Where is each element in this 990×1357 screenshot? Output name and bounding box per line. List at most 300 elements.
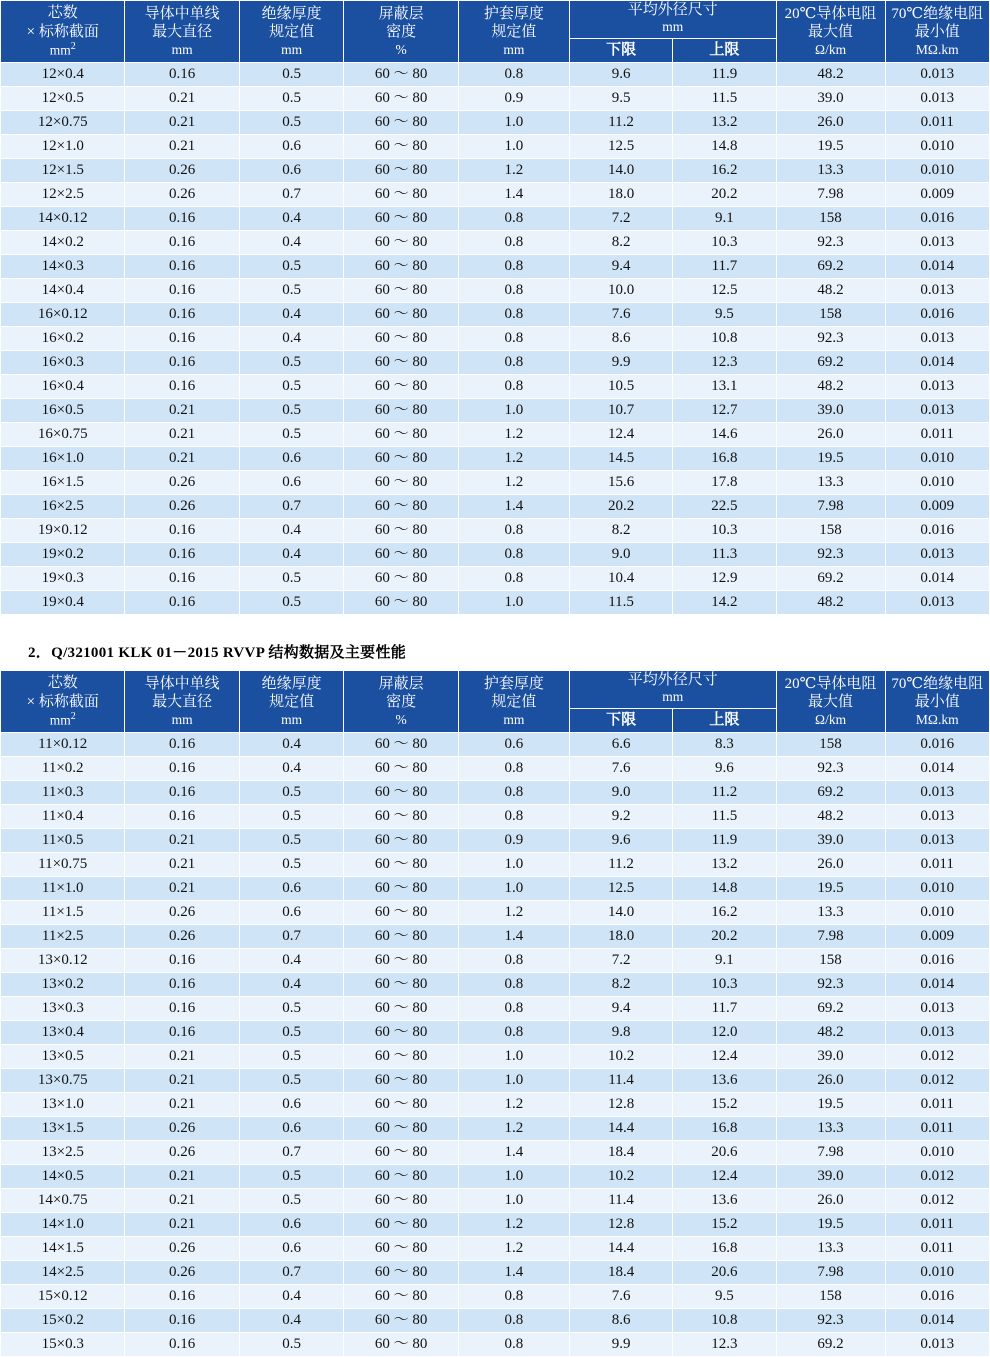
col-header-line2: 最大值 [808,694,854,711]
table-cell: 13.1 [673,375,776,399]
table-cell: 11.9 [673,829,776,853]
table-cell: 0.8 [458,949,569,973]
table-cell: 0.16 [125,1021,239,1045]
table-cell: 17.8 [673,471,776,495]
table-row [1,87,990,111]
table-cell: 9.8 [569,1021,672,1045]
table-cell: 0.26 [125,471,239,495]
table-cell: 0.8 [458,303,569,327]
table-cell: 60 ～ 80 [344,135,458,159]
table-cell: 0.8 [458,519,569,543]
table-cell: 1.0 [458,1189,569,1213]
table-cell: 11×0.12 [1,733,125,757]
col-header-line2: 最小值 [914,694,960,711]
table-cell: 48.2 [776,375,885,399]
table-cell: 0.16 [125,567,239,591]
table-cell: 0.16 [125,231,239,255]
table-cell: 9.6 [569,829,672,853]
col-header-unit: Ω/km [815,711,847,727]
table-cell: 13×0.4 [1,1021,125,1045]
table-cell: 13.3 [776,159,885,183]
table-cell: 1.2 [458,471,569,495]
table-cell: 0.7 [239,925,343,949]
table-cell: 0.010 [885,901,990,925]
table-cell: 12.8 [569,1093,672,1117]
table-cell: 16×0.3 [1,351,125,375]
table-cell: 60 ～ 80 [344,447,458,471]
table-cell: 19.5 [776,135,885,159]
table-cell: 60 ～ 80 [344,1141,458,1165]
table-cell: 16×2.5 [1,495,125,519]
table-cell: 13.3 [776,1237,885,1261]
table-cell: 0.21 [125,423,239,447]
table-cell: 0.016 [885,733,990,757]
table-cell: 14.0 [569,901,672,925]
table-cell: 8.6 [569,327,672,351]
table-cell: 60 ～ 80 [344,567,458,591]
col-header-unit: % [395,41,407,57]
col-header-insulation-thickness [239,1,343,63]
table-row [1,159,990,183]
table-cell: 0.013 [885,279,990,303]
table-cell: 9.6 [673,757,776,781]
table-cell: 0.011 [885,1093,990,1117]
table-cell: 60 ～ 80 [344,375,458,399]
table-cell: 0.16 [125,973,239,997]
table-cell: 1.0 [458,877,569,901]
table-row [1,111,990,135]
table-cell: 13.2 [673,853,776,877]
col-header-shield-density [344,671,458,733]
table-cell: 13×0.3 [1,997,125,1021]
table-cell: 60 ～ 80 [344,1285,458,1309]
table-cell: 16×1.5 [1,471,125,495]
table-cell: 0.5 [239,853,343,877]
table-cell: 11.7 [673,255,776,279]
col-header-group-label: 平均外径尺寸 [627,672,718,689]
table-cell: 14×0.75 [1,1189,125,1213]
table-cell: 16×0.5 [1,399,125,423]
table-cell: 0.16 [125,255,239,279]
table-cell: 0.4 [239,543,343,567]
table-cell: 0.4 [239,519,343,543]
table-cell: 0.7 [239,1261,343,1285]
table-cell: 0.5 [239,255,343,279]
table-cell: 0.8 [458,567,569,591]
table-row [1,279,990,303]
table-cell: 0.16 [125,207,239,231]
col-header-line1: 20℃导体电阻 [784,6,877,22]
table-cell: 0.8 [458,1285,569,1309]
table-cell: 0.010 [885,159,990,183]
table-cell: 11.5 [673,805,776,829]
table-cell: 60 ～ 80 [344,543,458,567]
table-cell: 16×0.2 [1,327,125,351]
table-cell: 60 ～ 80 [344,829,458,853]
table-cell: 0.4 [239,973,343,997]
table-cell: 92.3 [776,543,885,567]
col-header-line2: 最小值 [914,24,960,41]
col-header-line1: 导体中单线 [144,6,220,22]
table-cell: 0.16 [125,949,239,973]
table-cell: 1.2 [458,1213,569,1237]
table-cell: 0.013 [885,997,990,1021]
table-cell: 16.2 [673,159,776,183]
table-cell: 0.21 [125,1093,239,1117]
table-cell: 14×0.4 [1,279,125,303]
col-header-line1: 屏蔽层 [378,6,424,22]
table-cell: 1.2 [458,1093,569,1117]
table-cell: 0.16 [125,997,239,1021]
table-cell: 12.9 [673,567,776,591]
table-cell: 0.21 [125,1213,239,1237]
table-cell: 14×2.5 [1,1261,125,1285]
table-cell: 0.011 [885,1237,990,1261]
table-1-header [1,1,990,63]
table-cell: 19×0.12 [1,519,125,543]
table-row [1,423,990,447]
table-cell: 13×0.2 [1,973,125,997]
table-cell: 12×0.4 [1,63,125,87]
col-header-unit: mm [171,711,193,727]
table-cell: 39.0 [776,87,885,111]
table-cell: 19.5 [776,1093,885,1117]
table-cell: 60 ～ 80 [344,1261,458,1285]
table-cell: 11×2.5 [1,925,125,949]
table-cell: 0.16 [125,279,239,303]
spec-table-2 [0,670,990,1357]
table-cell: 60 ～ 80 [344,733,458,757]
table-cell: 0.16 [125,543,239,567]
table-cell: 11.2 [569,853,672,877]
table-cell: 14×0.12 [1,207,125,231]
table-row [1,1165,990,1189]
table-cell: 0.4 [239,757,343,781]
table-cell: 0.6 [239,1117,343,1141]
table-cell: 16×0.75 [1,423,125,447]
table-cell: 13.2 [673,111,776,135]
table-cell: 158 [776,949,885,973]
table-cell: 12.3 [673,1333,776,1357]
table-cell: 1.2 [458,159,569,183]
table-cell: 12×1.0 [1,135,125,159]
table-cell: 14.5 [569,447,672,471]
table-cell: 10.2 [569,1045,672,1069]
col-header-sheath-thickness [458,671,569,733]
table-row [1,1333,990,1357]
table-cell: 69.2 [776,351,885,375]
col-header-unit: mm [503,41,525,57]
table-cell: 11.7 [673,997,776,1021]
table-cell: 60 ～ 80 [344,255,458,279]
table-cell: 0.012 [885,1165,990,1189]
table-cell: 0.4 [239,303,343,327]
table-cell: 0.4 [239,949,343,973]
table-cell: 60 ～ 80 [344,949,458,973]
table-row [1,255,990,279]
table-cell: 14×0.2 [1,231,125,255]
table-cell: 0.013 [885,1021,990,1045]
col-header-unit: MΩ.km [915,41,959,57]
table-cell: 12.4 [673,1045,776,1069]
table-cell: 11.2 [569,111,672,135]
table-cell: 0.012 [885,1189,990,1213]
table-cell: 14.8 [673,877,776,901]
col-header-diameter-upper-limit: 上限 [673,708,776,732]
table-cell: 7.98 [776,495,885,519]
table-cell: 0.010 [885,877,990,901]
table-cell: 9.5 [673,1285,776,1309]
table-cell: 0.4 [239,1309,343,1333]
col-header-unit: % [395,711,407,727]
table-cell: 16.8 [673,447,776,471]
table-cell: 0.013 [885,1333,990,1357]
col-header-unit: mm [503,711,525,727]
table-cell: 0.5 [239,279,343,303]
table-cell: 7.6 [569,757,672,781]
table-cell: 9.2 [569,805,672,829]
table-cell: 0.014 [885,351,990,375]
table-cell: 0.5 [239,399,343,423]
table-cell: 26.0 [776,853,885,877]
table-cell: 12.7 [673,399,776,423]
table-cell: 60 ～ 80 [344,591,458,615]
col-header-core-section [1,671,125,733]
table-cell: 0.6 [239,135,343,159]
table-cell: 48.2 [776,805,885,829]
table-cell: 0.016 [885,303,990,327]
table-cell: 0.013 [885,87,990,111]
table-row [1,495,990,519]
table-cell: 0.009 [885,925,990,949]
table-cell: 0.9 [458,87,569,111]
table-cell: 6.6 [569,733,672,757]
col-header-group-label: 平均外径尺寸 [627,2,718,18]
table-row [1,351,990,375]
table-cell: 0.7 [239,1141,343,1165]
table-cell: 20.2 [673,183,776,207]
table-cell: 60 ～ 80 [344,877,458,901]
table-cell: 0.5 [239,997,343,1021]
table-cell: 0.013 [885,805,990,829]
table-cell: 0.16 [125,327,239,351]
table-cell: 60 ～ 80 [344,805,458,829]
table-cell: 0.16 [125,591,239,615]
table-cell: 0.26 [125,1117,239,1141]
col-header-unit: mm [281,41,303,57]
table-cell: 39.0 [776,829,885,853]
table-row [1,1285,990,1309]
table-cell: 15×0.12 [1,1285,125,1309]
table-cell: 60 ～ 80 [344,1093,458,1117]
table-cell: 0.6 [239,877,343,901]
table-cell: 13×2.5 [1,1141,125,1165]
table-cell: 1.2 [458,447,569,471]
table-cell: 15×0.2 [1,1309,125,1333]
col-header-line2: 最大直径 [152,694,213,711]
col-header-line1: 20℃导体电阻 [784,676,877,693]
table-cell: 0.8 [458,805,569,829]
table-cell: 13×0.12 [1,949,125,973]
table-cell: 0.8 [458,351,569,375]
table-cell: 0.014 [885,973,990,997]
table-cell: 39.0 [776,1165,885,1189]
table-row [1,63,990,87]
table-cell: 0.16 [125,375,239,399]
table-cell: 9.6 [569,63,672,87]
table-cell: 8.3 [673,733,776,757]
table-cell: 60 ～ 80 [344,1333,458,1357]
col-header-line1: 70℃绝缘电阻 [891,6,984,22]
table-cell: 60 ～ 80 [344,1165,458,1189]
table-cell: 12×0.5 [1,87,125,111]
table-row [1,543,990,567]
table-cell: 0.26 [125,925,239,949]
table-cell: 0.8 [458,757,569,781]
table-cell: 7.98 [776,1141,885,1165]
table-cell: 60 ～ 80 [344,111,458,135]
table-cell: 26.0 [776,423,885,447]
table-cell: 14×1.5 [1,1237,125,1261]
table-cell: 13×0.5 [1,1045,125,1069]
col-header-line1: 绝缘厚度 [261,6,322,22]
table-cell: 11×0.75 [1,853,125,877]
table-cell: 11×0.4 [1,805,125,829]
table-cell: 10.4 [569,567,672,591]
table-cell: 15.6 [569,471,672,495]
table-cell: 1.0 [458,399,569,423]
table-cell: 0.16 [125,805,239,829]
table-cell: 12×0.75 [1,111,125,135]
table-cell: 0.011 [885,853,990,877]
table-cell: 11.4 [569,1069,672,1093]
table-cell: 0.16 [125,757,239,781]
col-header-conductor-resistance-20c [776,671,885,733]
table-cell: 0.5 [239,1045,343,1069]
table-cell: 69.2 [776,255,885,279]
table-row [1,327,990,351]
table-cell: 0.9 [458,829,569,853]
table-cell: 10.3 [673,973,776,997]
table-cell: 13.3 [776,1117,885,1141]
table-cell: 60 ～ 80 [344,495,458,519]
table-cell: 7.6 [569,303,672,327]
table-cell: 26.0 [776,1069,885,1093]
table-cell: 1.0 [458,853,569,877]
table-cell: 0.21 [125,877,239,901]
table-cell: 12.5 [569,135,672,159]
table-cell: 9.1 [673,949,776,973]
table-cell: 26.0 [776,1189,885,1213]
table-cell: 9.5 [673,303,776,327]
col-header-unit: $mm^2$ [49,40,76,58]
table-cell: 16.2 [673,901,776,925]
table-row [1,1309,990,1333]
table-row [1,303,990,327]
table-cell: 60 ～ 80 [344,853,458,877]
table-cell: 19.5 [776,1213,885,1237]
table-cell: 12.0 [673,1021,776,1045]
table-cell: 9.0 [569,781,672,805]
col-header-diameter-lower-limit: 下限 [569,38,672,62]
table-cell: 158 [776,519,885,543]
table-cell: 10.3 [673,519,776,543]
table-cell: 60 ～ 80 [344,973,458,997]
table-cell: 8.2 [569,519,672,543]
table-cell: 69.2 [776,781,885,805]
table-cell: 0.4 [239,231,343,255]
table-cell: 0.6 [239,901,343,925]
table-cell: 8.2 [569,973,672,997]
table-cell: 0.26 [125,183,239,207]
table-cell: 19.5 [776,877,885,901]
table-cell: 12.5 [673,279,776,303]
table-cell: 12.4 [673,1165,776,1189]
table-cell: 1.0 [458,591,569,615]
table-cell: 20.6 [673,1141,776,1165]
table-cell: 18.0 [569,183,672,207]
col-header-insulation-resistance-70c [885,1,990,63]
table-row [1,1093,990,1117]
table-row [1,1189,990,1213]
col-header-line1: 70℃绝缘电阻 [891,676,984,693]
table-cell: 1.0 [458,1045,569,1069]
table-cell: 0.012 [885,1069,990,1093]
table-cell: 12.5 [569,877,672,901]
table-cell: 0.013 [885,543,990,567]
table-cell: 92.3 [776,973,885,997]
col-header-line2: 最大直径 [152,24,213,41]
table-cell: 0.5 [239,1069,343,1093]
table-row [1,877,990,901]
table-cell: 14.8 [673,135,776,159]
table-cell: 9.9 [569,1333,672,1357]
col-header-diameter-lower-limit: 下限 [569,708,672,732]
table-cell: 7.2 [569,949,672,973]
col-header-conductor-wire-diameter [125,671,239,733]
table-cell: 0.26 [125,1141,239,1165]
col-header-diameter-upper-limit: 上限 [673,38,776,62]
table-cell: 10.0 [569,279,672,303]
table-cell: 0.5 [239,375,343,399]
col-header-insulation-resistance-70c [885,671,990,733]
table-cell: 60 ～ 80 [344,757,458,781]
table-cell: 1.0 [458,135,569,159]
col-header-shield-density [344,1,458,63]
table-cell: 0.26 [125,1237,239,1261]
table-cell: 0.5 [239,1165,343,1189]
table-cell: 60 ～ 80 [344,1189,458,1213]
table-cell: 0.6 [239,1093,343,1117]
table-cell: 0.016 [885,207,990,231]
col-header-unit: mm [662,19,684,35]
table-cell: 11.5 [569,591,672,615]
table-cell: 0.16 [125,733,239,757]
col-header-line1: 芯数 [47,675,78,692]
table-cell: 0.21 [125,1045,239,1069]
table-cell: 0.21 [125,1069,239,1093]
table-cell: 1.4 [458,925,569,949]
table-cell: 0.5 [239,423,343,447]
table-cell: 7.6 [569,1285,672,1309]
table-cell: 0.5 [239,87,343,111]
table-cell: 158 [776,733,885,757]
table-row [1,805,990,829]
table-cell: 15.2 [673,1093,776,1117]
table-cell: 0.013 [885,327,990,351]
table-cell: 16×0.12 [1,303,125,327]
col-header-line1: 护套厚度 [483,6,544,22]
